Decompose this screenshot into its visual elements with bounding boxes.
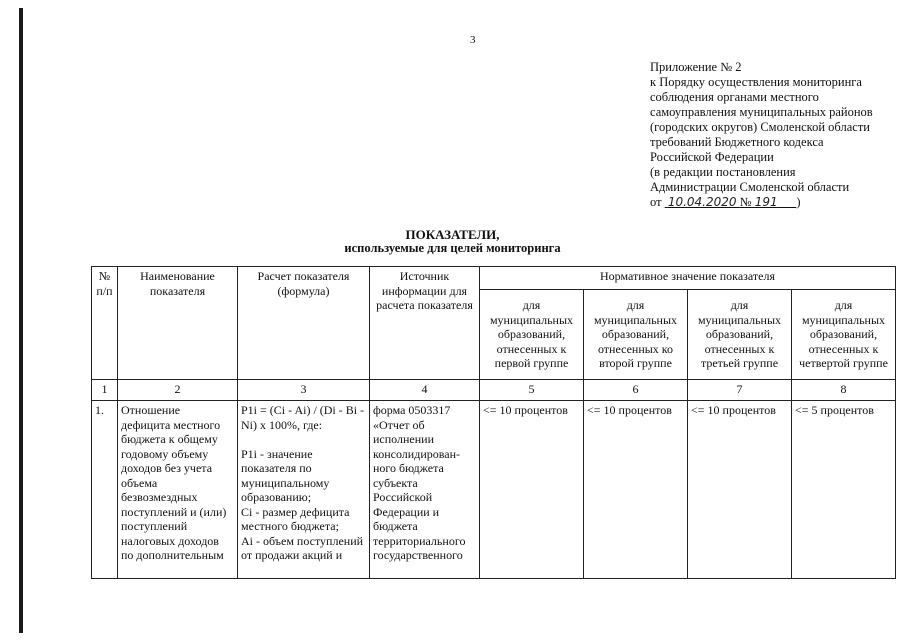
row-calc-line: от продажи акций и — [241, 548, 343, 562]
row-num: 1. — [92, 401, 118, 579]
row-source-line: государственного — [373, 548, 463, 562]
row-source-line: ного бюджета — [373, 461, 444, 475]
date-underline — [665, 195, 797, 209]
row-name-line: безвозмездных — [121, 490, 198, 504]
row-source-line: субъекта — [373, 475, 418, 490]
row-name-line: годовому объему — [121, 446, 209, 461]
header-name: Наименование показателя — [118, 267, 238, 380]
header-group-4: для муниципальных образований, отнесенных к четвертой группе — [792, 290, 896, 380]
row-name-line: Отношение — [121, 403, 181, 417]
appendix-line: (городских округов) Смоленской области — [650, 120, 870, 134]
appendix-date-line — [650, 195, 900, 210]
header-group-3: для муниципальных образований, отнесенных к третьей группе — [688, 290, 792, 380]
handwritten-date: 10.04.2020 — [667, 195, 737, 209]
header-group-1: для муниципальных образований, отнесенных к первой группе — [480, 290, 584, 380]
header-norm: Нормативное значение показателя — [480, 267, 896, 290]
row-name-line: объема — [121, 475, 158, 490]
document-subtitle: используемые для целей мониторинга — [344, 241, 561, 255]
column-number: 4 — [370, 380, 480, 401]
row-calc-line: образованию; — [241, 490, 312, 504]
column-number: 5 — [480, 380, 584, 401]
row-name-line: доходов без учета — [121, 461, 213, 475]
column-number: 8 — [792, 380, 896, 401]
indicators-table — [91, 266, 896, 579]
appendix-line: (в редакции постановления — [650, 165, 796, 179]
appendix-line: Администрации Смоленской области — [650, 180, 850, 194]
document-title: ПОКАЗАТЕЛИ, — [405, 227, 500, 242]
row-source-line: консолидирован- — [373, 446, 460, 461]
row-calc-line — [241, 432, 366, 447]
row-source-line: «Отчет об — [373, 417, 425, 432]
row-source — [370, 401, 480, 579]
date-prefix: от — [650, 195, 662, 209]
table-row — [92, 401, 896, 579]
close-paren: ) — [796, 195, 801, 209]
column-number: 2 — [118, 380, 238, 401]
appendix-block — [650, 60, 900, 210]
page-number: 3 — [470, 34, 476, 46]
row-calc-line: Ci - размер дефицита — [241, 504, 350, 519]
row-calc-line: P1i = (Ci - Ai) / (Di - Bi - — [241, 403, 365, 417]
column-number-row — [92, 380, 896, 401]
row-name-line: по дополнительным — [121, 548, 224, 562]
row-source-line: территориального — [373, 533, 466, 548]
header-calc: Расчет показателя (формула) — [238, 267, 370, 380]
number-prefix: № — [739, 195, 752, 209]
handwritten-number: 191 — [754, 195, 778, 209]
column-number: 1 — [92, 380, 118, 401]
row-calc-line: муниципальному — [241, 475, 330, 490]
column-number: 7 — [688, 380, 792, 401]
row-name-line: бюджета к общему — [121, 432, 218, 446]
appendix-line: к Порядку осуществления мониторинга — [650, 75, 862, 89]
appendix-line: Приложение № 2 — [650, 60, 742, 74]
appendix-line: Российской Федерации — [650, 150, 774, 164]
appendix-line: соблюдения органами местного — [650, 90, 819, 104]
row-source-line: форма 0503317 — [373, 403, 451, 417]
column-number: 6 — [584, 380, 688, 401]
appendix-line: самоуправления муниципальных районов — [650, 105, 873, 119]
row-name-line: налоговых доходов — [121, 533, 219, 548]
row-calc-line: Ni) x 100%, где: — [241, 417, 323, 432]
row-calc-line: показателя по — [241, 461, 312, 475]
column-number: 3 — [238, 380, 370, 401]
appendix-line: требований Бюджетного кодекса — [650, 135, 824, 149]
row-value-group-3: <= 10 процентов — [688, 401, 792, 579]
row-source-line: Российской — [373, 490, 433, 504]
row-value-group-4: <= 5 процентов — [792, 401, 896, 579]
row-source-line: бюджета — [373, 519, 418, 533]
header-group-2: для муниципальных образований, отнесенных ко второй группе — [584, 290, 688, 380]
header-row — [92, 267, 896, 290]
scan-edge-bar — [19, 8, 23, 633]
row-name-line: дефицита местного — [121, 417, 221, 432]
header-source: Источник информации для расчета показателя — [370, 267, 480, 380]
row-calc-line: местного бюджета; — [241, 519, 339, 533]
header-num: № п/п — [92, 267, 118, 380]
row-calc — [238, 401, 370, 579]
row-calc-line: P1i - значение — [241, 446, 313, 461]
row-source-line: исполнении — [373, 432, 435, 446]
row-source-line: Федерации и — [373, 504, 440, 519]
row-value-group-1: <= 10 процентов — [480, 401, 584, 579]
row-name-line: поступлений и (или) — [121, 504, 227, 519]
row-name-line: поступлений — [121, 519, 188, 533]
row-name — [118, 401, 238, 579]
row-value-group-2: <= 10 процентов — [584, 401, 688, 579]
row-calc-line: Ai - объем поступлений — [241, 533, 364, 548]
